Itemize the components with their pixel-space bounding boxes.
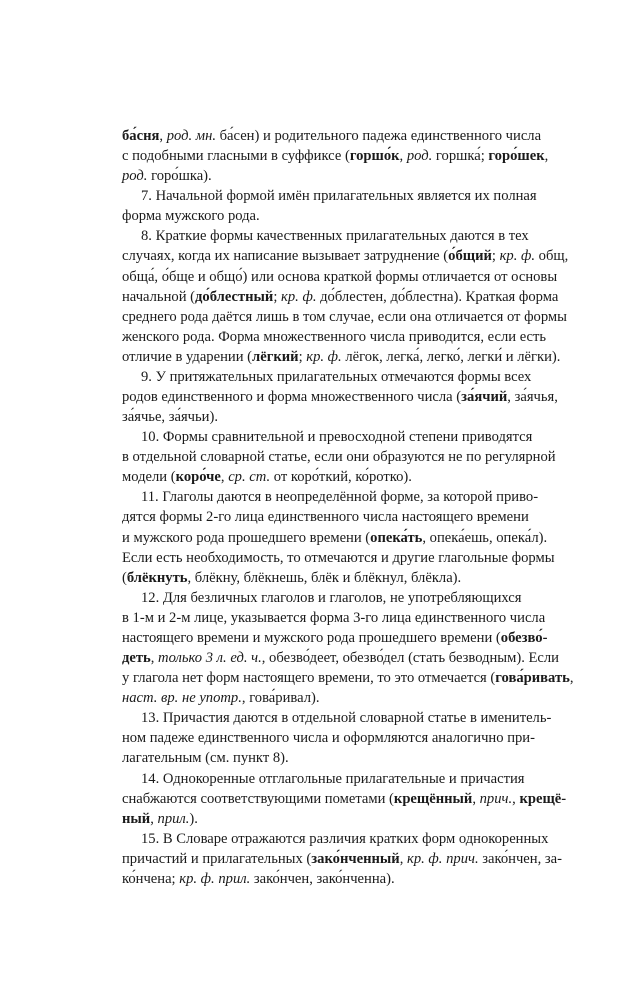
text-segment: , блёкну, блёкнешь, блёк и блёкнул, блёкла).	[187, 569, 462, 586]
text-segment: ,	[159, 128, 167, 144]
text-segment: среднего рода даётся лишь в том случае, если она отличается от формы	[122, 308, 567, 325]
headword: ба́сня	[122, 128, 160, 144]
text-segment: горо́шка).	[147, 168, 212, 185]
paragraph	[122, 829, 562, 889]
text-segment: ,	[150, 650, 159, 667]
text-segment: 15. В Словаре отражаются различия кратких форм однокоренных	[141, 830, 549, 847]
paragraph	[122, 126, 549, 186]
text-line	[122, 648, 559, 668]
text-segment: , обезво́деет, обезво́дел (стать безводным). Если	[261, 650, 559, 667]
text-line	[122, 688, 503, 708]
text-line	[122, 347, 561, 367]
grammar-label: наст. вр. не употр.	[122, 690, 242, 707]
text-segment: в отдельной словарной статье, если они образуются не по регулярной	[122, 449, 556, 466]
text-segment: 7. Начальной формой имён прилагательных является их полная	[141, 188, 537, 205]
text-line	[122, 407, 503, 427]
text-segment: зако́нчен, зако́нченна).	[250, 870, 395, 887]
text-line	[122, 146, 549, 166]
text-line	[122, 507, 529, 527]
headword: зако́нченный	[311, 850, 400, 867]
text-segment: 13. Причастия даются в отдельной словарной статье в именитель-	[141, 710, 552, 727]
headword: опека́ть	[370, 529, 423, 546]
text-line	[122, 869, 503, 889]
text-segment: ,	[472, 790, 480, 807]
text-segment: ,	[512, 790, 520, 807]
text-line	[122, 548, 555, 568]
text-line	[122, 668, 574, 688]
text-line	[122, 287, 559, 307]
text-segment: 11. Глаголы даются в неопределённой форме, за которой приво-	[141, 489, 539, 506]
text-segment: с подобными гласными в суффиксе (	[122, 148, 350, 165]
text-segment: настоящего времени и мужского рода прошедшего времени (	[122, 629, 501, 646]
text-line	[122, 206, 503, 226]
text-line	[122, 327, 547, 347]
headword: о́бщий	[448, 248, 492, 265]
headword: горо́шек	[488, 148, 545, 165]
paragraph	[122, 769, 567, 829]
text-segment: форма мужского рода.	[122, 208, 260, 225]
text-line	[122, 126, 542, 146]
headword: горшо́к	[349, 148, 400, 165]
text-line	[122, 829, 549, 849]
text-line	[122, 789, 567, 809]
text-line	[122, 166, 503, 186]
text-line	[122, 849, 562, 869]
text-line	[122, 186, 537, 206]
headword: деть	[122, 650, 151, 667]
text-segment: обща́, о́бще и общо́) или основа краткой формы отличается от основы	[122, 268, 558, 285]
text-segment: ,	[399, 148, 407, 165]
text-segment: от коро́ткий, ко́ротко).	[270, 469, 412, 486]
text-line	[122, 246, 569, 266]
text-line	[122, 267, 558, 287]
text-line	[122, 628, 548, 648]
text-segment: лагательным (см. пункт 8).	[122, 750, 289, 767]
text-line	[122, 728, 535, 748]
text-line	[122, 367, 532, 387]
text-line	[122, 307, 567, 327]
grammar-label: прил.	[157, 810, 190, 827]
text-segment: ба́сен) и родительного падежа единственного числа	[215, 128, 542, 144]
text-segment: ;	[273, 288, 282, 305]
text-segment: причастий и прилагательных (	[122, 850, 312, 867]
text-segment: зако́нчен, за-	[478, 850, 562, 867]
text-segment: отличие в ударении (	[122, 348, 253, 365]
text-segment: 9. У притяжательных прилагательных отмечаются формы всех	[141, 368, 532, 385]
grammar-label: кр. ф.	[499, 248, 536, 265]
grammar-label: род. мн.	[166, 128, 216, 144]
text-line	[122, 769, 525, 789]
paragraph	[122, 186, 537, 226]
text-segment: модели (	[122, 469, 176, 486]
text-segment: случаях, когда их написание вызывает затруднение (	[122, 248, 449, 265]
text-segment: Если есть необходимость, то отмечаются и другие глагольные формы	[122, 549, 555, 566]
text-segment: общ,	[535, 248, 569, 265]
text-line	[122, 588, 522, 608]
headword: до́блестный	[195, 288, 274, 305]
headword: обезво́-	[500, 629, 548, 646]
text-segment: снабжаются соответствующими пометами (	[122, 790, 394, 807]
grammar-label: прич.	[479, 790, 513, 807]
text-line	[122, 528, 548, 548]
text-segment: горшка́;	[432, 148, 489, 165]
text-segment: родов единственного и форма множественного числа (	[122, 389, 462, 406]
text-line	[122, 387, 558, 407]
text-segment: , гова́ривал).	[241, 690, 320, 707]
text-line	[122, 809, 503, 829]
text-line	[122, 447, 556, 467]
text-segment: 14. Однокоренные отглагольные прилагательные и причастия	[141, 770, 525, 787]
text-segment: за́ячье, за́ячьи).	[122, 409, 218, 426]
text-segment: ;	[298, 348, 307, 365]
text-segment: лёгок, легка́, легко́, легки́ и лёгки).	[341, 348, 561, 365]
text-segment: ;	[491, 248, 500, 265]
paragraph	[122, 708, 552, 768]
text-segment: ,	[220, 469, 229, 486]
text-segment: , за́ячья,	[507, 389, 558, 406]
grammar-label: ср. ст.	[228, 469, 271, 486]
text-line	[122, 487, 539, 507]
text-line	[122, 226, 529, 246]
grammar-label: кр. ф. прил.	[179, 870, 251, 887]
text-segment: и мужского рода прошедшего времени (	[122, 529, 371, 546]
text-segment: (	[122, 569, 127, 586]
text-segment: ном падеже единственного числа и оформляются аналогично при-	[122, 730, 535, 747]
text-line	[122, 608, 546, 628]
text-segment: 12. Для безличных глаголов и глаголов, не употребляющихся	[141, 589, 522, 606]
headword: крещё-	[519, 790, 567, 807]
text-segment: ).	[189, 810, 198, 827]
headword: блёкнуть	[126, 569, 188, 586]
headword: крещённый	[393, 790, 473, 807]
text-line	[122, 427, 533, 447]
paragraph	[122, 588, 574, 708]
grammar-label: только 3 л. ед. ч.	[158, 650, 262, 667]
text-line	[122, 467, 503, 487]
text-segment: ,	[150, 810, 158, 827]
text-segment: в 1-м и 2-м лице, указывается форма 3-го лица единственного числа	[122, 609, 546, 626]
grammar-label: род.	[406, 148, 433, 165]
paragraph	[122, 226, 569, 367]
text-segment: , опека́ешь, опека́л).	[422, 529, 548, 546]
paragraph	[122, 487, 555, 587]
text-segment: дятся формы 2-го лица единственного числа настоящего времени	[122, 509, 529, 526]
text-segment: начальной (	[122, 288, 196, 305]
text-segment: у глагола нет форм настоящего времени, то это отмечается (	[122, 670, 496, 687]
text-line	[122, 748, 503, 768]
headword: коро́че	[175, 469, 221, 486]
grammar-label: род.	[122, 168, 148, 185]
paragraph	[122, 367, 558, 427]
text-line	[122, 568, 503, 588]
headword: гова́ривать	[495, 670, 570, 687]
text-segment: ,	[569, 670, 574, 687]
headword: ный	[122, 810, 151, 827]
text-segment: ,	[544, 148, 549, 165]
text-segment: женского рода. Форма множественного числа приводится, если есть	[122, 328, 547, 345]
paragraph	[122, 427, 556, 487]
headword: за́ячий	[461, 389, 508, 406]
text-segment: 8. Краткие формы качественных прилагательных даются в тех	[141, 228, 529, 245]
text-segment: до́блестен, до́блестна). Краткая форма	[316, 288, 559, 305]
text-segment: ко́нчена;	[122, 870, 180, 887]
grammar-label: кр. ф.	[281, 288, 317, 305]
headword: лёгкий	[252, 348, 299, 365]
text-line	[122, 708, 552, 728]
document-page	[122, 126, 574, 889]
text-segment: ,	[399, 850, 408, 867]
grammar-label: кр. ф.	[306, 348, 342, 365]
text-segment: 10. Формы сравнительной и превосходной степени приводятся	[141, 429, 533, 446]
grammar-label: кр. ф. прич.	[407, 850, 479, 867]
